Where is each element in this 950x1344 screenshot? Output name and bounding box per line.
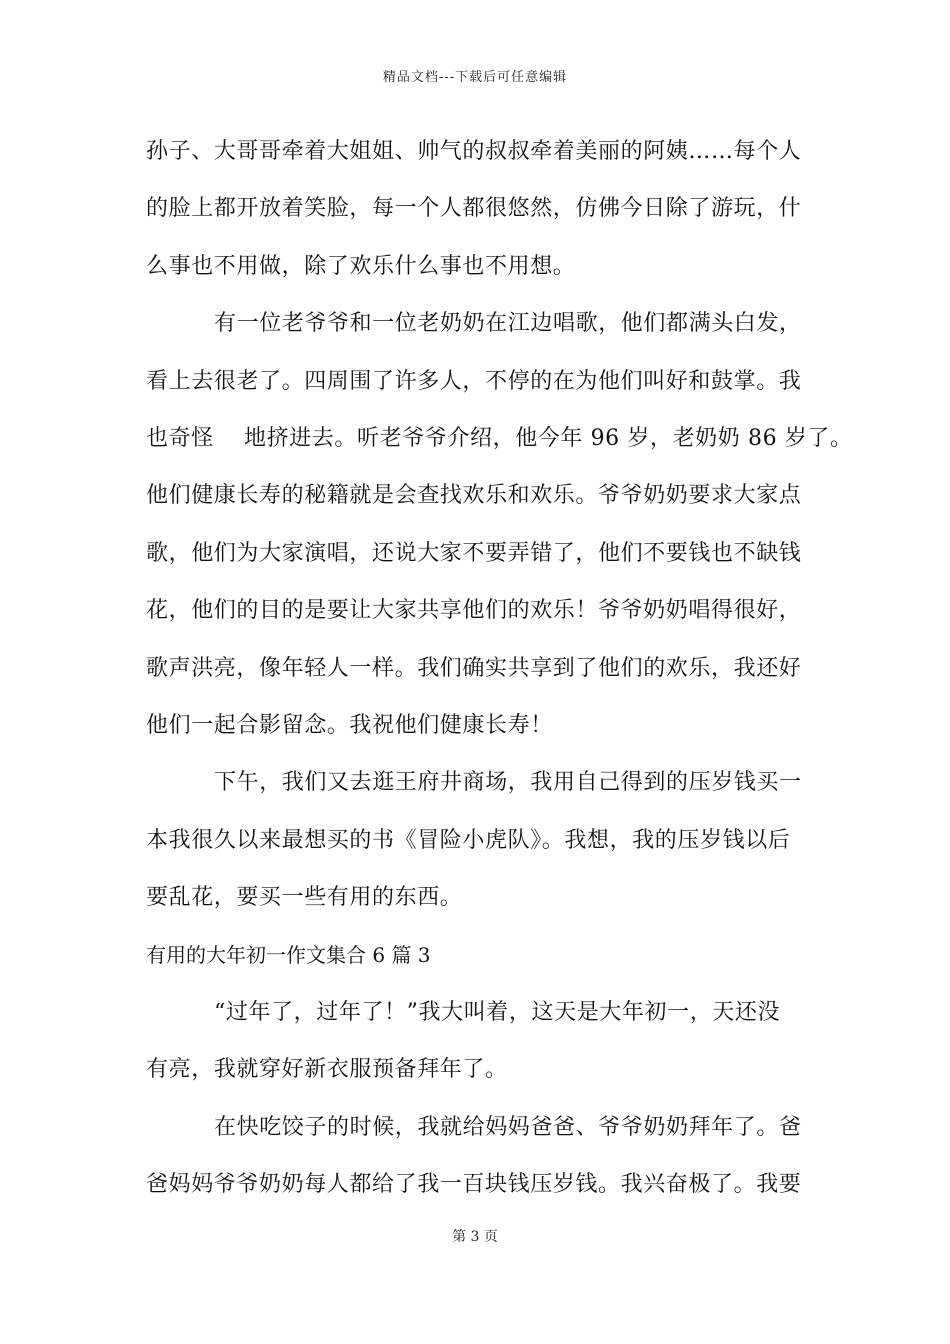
paragraph-first-line: 有一位老爷爷和一位老奶奶在江边唱歌，他们都满头白发， <box>214 311 802 337</box>
text-line: 么事也不用做，除了欢乐什么事也不用想。 <box>146 253 576 279</box>
text-line: 要乱花，要买一些有用的东西。 <box>146 885 463 911</box>
paragraph-first-line: 在快吃饺子的时候，我就给妈妈爸爸、爷爷奶奶拜年了。爸 <box>214 1114 802 1140</box>
text-line: 也奇怪 地挤进去。听老爷爷介绍，他今年 96 岁，老奶奶 86 岁了。 <box>146 425 853 451</box>
page-header: 精品文档---下载后可任意编辑 <box>382 70 568 85</box>
paragraph-first-line: 下午，我们又去逛王府井商场，我用自己得到的压岁钱买一 <box>214 770 802 796</box>
text-line: 爸妈妈爷爷奶奶每人都给了我一百块钱压岁钱。我兴奋极了。我要 <box>146 1172 802 1198</box>
document-body <box>146 128 853 1218</box>
text-line: 歌声洪亮，像年轻人一样。我们确实共享到了他们的欢乐，我还好 <box>146 655 802 681</box>
text-line: 他们一起合影留念。我祝他们健康长寿！ <box>146 712 553 738</box>
page-number: 第 3 页 <box>452 1229 498 1245</box>
text-line: 歌，他们为大家演唱，还说大家不要弄错了，他们不要钱也不缺钱 <box>146 540 802 566</box>
text-line: 花，他们的目的是要让大家共享他们的欢乐！爷爷奶奶唱得很好， <box>146 598 802 624</box>
section-heading: 有用的大年初一作文集合 6 篇 3 <box>146 943 431 968</box>
text-line: 的脸上都开放着笑脸，每一个人都很悠然，仿佛今日除了游玩，什 <box>146 196 802 222</box>
paragraph-first-line: “过年了，过年了！”我大叫着，这天是大年初一，天还没 <box>214 999 781 1025</box>
text-line: 看上去很老了。四周围了许多人，不停的在为他们叫好和鼓掌。我 <box>146 368 802 394</box>
text-line: 有亮，我就穿好新衣服预备拜年了。 <box>146 1057 508 1083</box>
text-line: 孙子、大哥哥牵着大姐姐、帅气的叔叔牵着美丽的阿姨……每个人 <box>146 139 802 164</box>
text-line: 本我很久以来最想买的书《冒险小虎队》。我想，我的压岁钱以后 <box>146 827 791 853</box>
text-line: 他们健康长寿的秘籍就是会查找欢乐和欢乐。爷爷奶奶要求大家点 <box>146 483 802 509</box>
